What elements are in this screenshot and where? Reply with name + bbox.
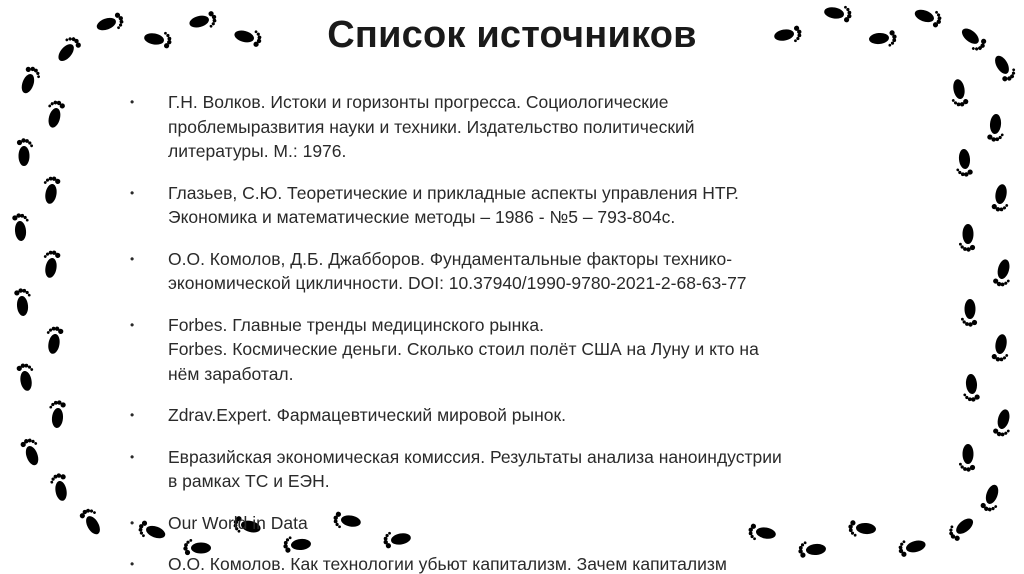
reference-item — [130, 445, 850, 494]
bullet-icon: • — [130, 408, 135, 422]
bullet-icon: • — [130, 317, 135, 332]
footprint-icon — [49, 472, 70, 502]
footprint-icon — [43, 98, 66, 129]
reference-line: Экономика и математические методы – 1986 - №5 – 793-804с. — [168, 207, 676, 227]
footprint-icon — [848, 520, 877, 538]
footprint-icon — [961, 299, 977, 327]
footprint-icon — [43, 325, 64, 355]
footprint-icon — [40, 175, 61, 205]
footprint-icon — [948, 78, 969, 108]
footprint-icon — [959, 444, 975, 472]
reference-item — [130, 313, 850, 387]
footprint-icon — [78, 505, 106, 537]
reference-line: Forbes. Главные тренды медицинского рынка. — [168, 314, 544, 335]
reference-line: Глазьев, С.Ю. Теоретические и прикладные аспекты управления НТР. — [168, 182, 739, 203]
footprint-icon — [987, 113, 1005, 142]
reference-line: литературы. М.: 1976. — [168, 141, 347, 161]
reference-line: Евразийская экономическая комиссия. Результаты анализа наноиндустрии — [168, 446, 782, 467]
reference-item — [130, 247, 850, 296]
footprint-icon — [945, 513, 977, 543]
footprint-icon — [16, 362, 37, 392]
footprint-icon — [896, 535, 927, 558]
bullet-icon: • — [130, 251, 135, 266]
bullet-icon: • — [130, 185, 135, 200]
reference-line: Г.Н. Волков. Истоки и горизонты прогресса. Социологические — [168, 92, 669, 112]
bullet-icon: • — [130, 449, 135, 464]
footprint-icon — [12, 213, 30, 242]
reference-item — [130, 90, 850, 164]
reference-item — [130, 552, 850, 574]
reference-line: Zdrav.Expert. Фармацевтический мировой рынок. — [168, 405, 567, 425]
footprint-icon — [962, 373, 980, 402]
footprint-icon — [992, 258, 1015, 289]
reference-line: в рамках ТС и ЕЭН. — [168, 471, 330, 491]
footprint-icon — [17, 138, 33, 166]
reference-item — [130, 511, 850, 536]
reference-line: экономической цикличности. DOI: 10.37940/1990-9780-2021-2-68-63-77 — [168, 273, 747, 293]
reference-line: О.О. Комолов, Д.Б. Джабборов. Фундаментальные факторы технико- — [168, 248, 733, 269]
footprint-icon — [979, 483, 1004, 515]
footprint-icon — [992, 408, 1015, 439]
footprint-icon — [955, 148, 973, 177]
reference-list — [130, 90, 850, 574]
bullet-icon: • — [130, 515, 135, 530]
reference-line: Our World in Data — [168, 512, 308, 533]
reference-line: нём заработал. — [168, 363, 294, 384]
footprint-icon — [14, 288, 32, 317]
bullet-icon: • — [130, 557, 135, 571]
reference-item — [130, 181, 850, 230]
footprint-icon — [19, 436, 44, 468]
reference-line: Forbes. Космические деньги. Сколько стоил полёт США на Луну и кто на — [168, 339, 759, 359]
footprint-icon — [40, 249, 61, 279]
reference-line: проблемыразвития науки и техники. Издательство политический — [168, 116, 695, 137]
footprint-icon — [48, 400, 66, 429]
reference-line: О.О. Комолов. Как технологии убьют капитализм. Зачем капитализм — [168, 554, 727, 574]
reference-item — [130, 403, 850, 428]
bullet-icon: • — [130, 95, 135, 109]
page-title: Список источников — [327, 14, 697, 56]
footprint-icon — [991, 333, 1012, 363]
footprint-icon — [959, 224, 975, 252]
footprint-icon — [991, 183, 1012, 213]
footprint-icon — [18, 65, 43, 97]
